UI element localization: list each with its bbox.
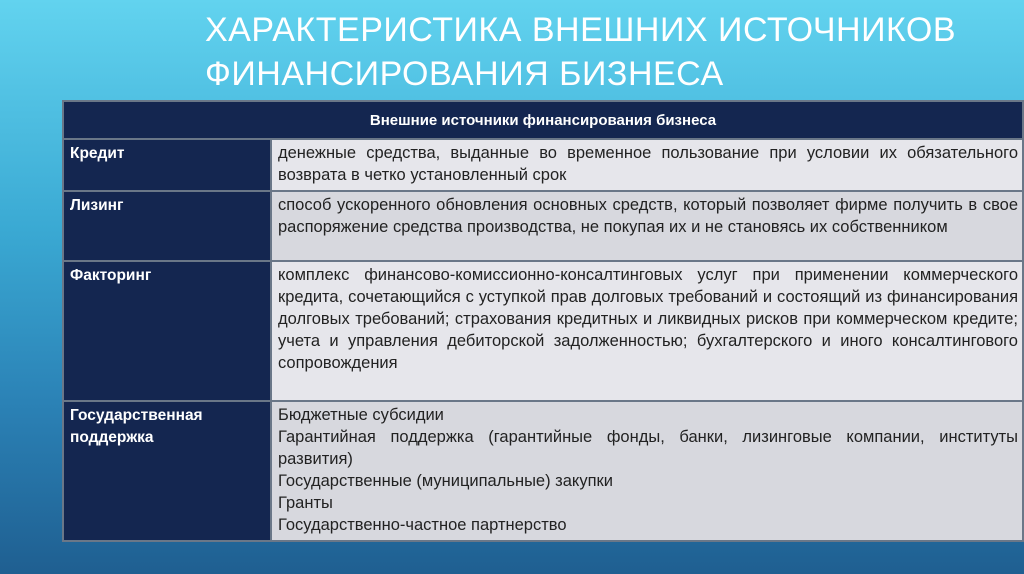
table-row-credit [63, 139, 1023, 191]
slide-title-line-1: ХАРАКТЕРИСТИКА ВНЕШНИХ ИСТОЧНИКОВ [205, 11, 957, 49]
list-item: Гранты [278, 494, 333, 512]
sources-table-container [62, 100, 1024, 538]
slide-title-line-2: ФИНАНСИРОВАНИЯ БИЗНЕСА [205, 55, 724, 93]
term-state-support: Государственная поддержка [63, 401, 271, 541]
term-leasing: Лизинг [63, 191, 271, 261]
description-leasing: способ ускоренного обновления основных средств, который позволяет фирме получить в свое распоряжение средства производства, не покупая их и не становясь их собственником [271, 191, 1023, 261]
description-factoring: комплекс финансово-комиссионно-консалтинговых услуг при применении коммерческого кредита, сочетающийся с уступкой прав долговых требований и состоящий из финансирования долговых требований; страхования кредитных и ликвидных рисков при коммерческом кредите; учета и управления дебиторской задолженностью; бухгалтерского и иного консалтингового сопровождения [271, 261, 1023, 401]
table-row-factoring [63, 261, 1023, 401]
table-header: Внешние источники финансирования бизнеса [63, 101, 1023, 139]
list-item: Государственные (муниципальные) закупки [278, 472, 613, 490]
sources-table [62, 100, 1024, 542]
table-row-state-support [63, 401, 1023, 541]
term-credit: Кредит [63, 139, 271, 191]
term-factoring: Факторинг [63, 261, 271, 401]
list-item: Государственно-частное партнерство [278, 516, 567, 534]
list-item: Бюджетные субсидии [278, 406, 444, 424]
description-state-support [271, 401, 1023, 541]
slide-title [205, 8, 1005, 96]
description-credit: денежные средства, выданные во временное пользование при условии их обязательного возврата в четко установленный срок [271, 139, 1023, 191]
table-row-leasing [63, 191, 1023, 261]
list-item: Гарантийная поддержка (гарантийные фонды, банки, лизинговые компании, институты развития) [278, 428, 1018, 468]
